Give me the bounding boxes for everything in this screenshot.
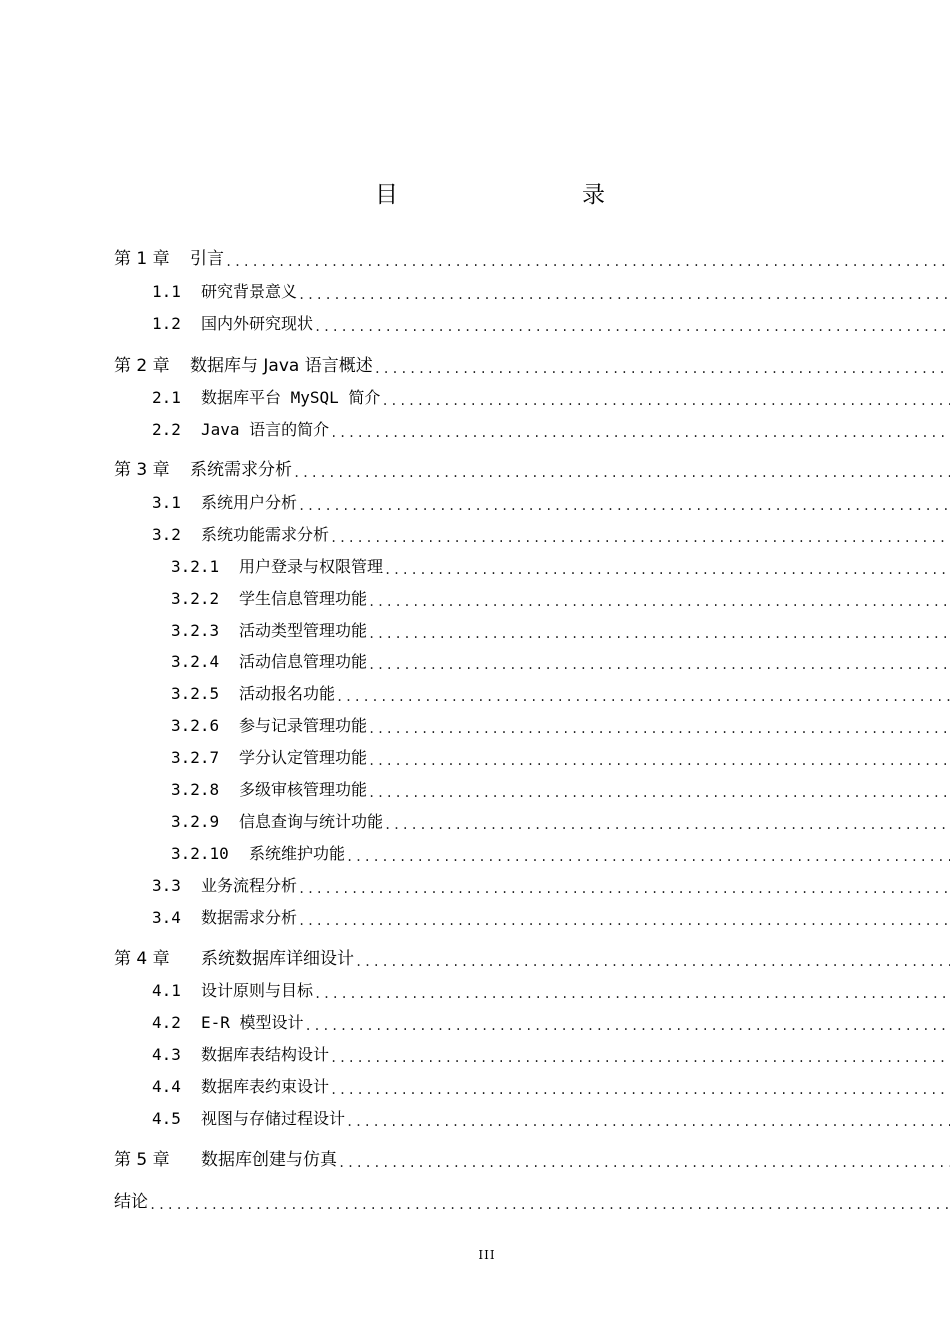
- toc-entry-conclusion[interactable]: [114, 1189, 950, 1215]
- dot-leader: [367, 655, 950, 675]
- toc-entry-label: 学分认定管理功能: [239, 748, 368, 767]
- dot-leader: [345, 847, 950, 867]
- toc-entry-section-4-4[interactable]: [152, 1074, 950, 1100]
- toc-entry-label: 国内外研究现状: [201, 314, 314, 333]
- dot-leader: [329, 1080, 950, 1100]
- dot-leader: [304, 1016, 950, 1036]
- toc-entry-chapter-3[interactable]: [114, 457, 950, 483]
- toc-entry-number: 3.2.2: [171, 589, 220, 608]
- toc-entry-number: 3.2.9: [171, 812, 220, 831]
- dot-leader: [313, 984, 950, 1004]
- toc-entry-section-2-1[interactable]: [152, 385, 950, 411]
- toc-entry-number: 4.5: [152, 1109, 181, 1128]
- toc-entry-subsection-3-2-1[interactable]: [171, 554, 950, 580]
- toc-entry-section-1-2[interactable]: [152, 311, 950, 337]
- toc-entry-number: 4.1: [152, 981, 181, 1000]
- toc-entry-label: 研究背景意义: [201, 282, 298, 301]
- toc-entry-number: 3.2.3: [171, 621, 220, 640]
- dot-leader: [383, 815, 950, 835]
- dot-leader: [313, 317, 950, 337]
- dot-leader: [335, 687, 950, 707]
- toc-entry-label: 系统用户分析: [201, 493, 298, 512]
- toc-entry-chapter-2[interactable]: [114, 353, 950, 379]
- toc-entry-number: 1.2: [152, 314, 181, 333]
- toc-entry-number: 4.3: [152, 1045, 181, 1064]
- toc-entry-subsection-3-2-7[interactable]: [171, 745, 950, 771]
- toc-entry-label: 数据库表结构设计: [201, 1045, 330, 1064]
- dot-leader: [297, 879, 950, 899]
- dot-leader: [367, 751, 950, 771]
- dot-leader: [329, 528, 950, 548]
- dot-leader: [297, 285, 950, 305]
- dot-leader: [329, 423, 950, 443]
- toc-entry-label: 学生信息管理功能: [239, 589, 368, 608]
- dot-leader: [367, 719, 950, 739]
- toc-entry-subsection-3-2-4[interactable]: [171, 649, 950, 675]
- toc-entry-chapter-4[interactable]: [114, 946, 950, 972]
- toc-entry-section-2-2[interactable]: [152, 417, 950, 443]
- toc-entry-label: 数据库创建与仿真: [201, 1150, 337, 1170]
- dot-leader: [329, 1048, 950, 1068]
- page-title: 目 录: [375, 182, 651, 208]
- dot-leader: [345, 1112, 950, 1132]
- dot-leader: [337, 1153, 950, 1173]
- toc-entry-label: 用户登录与权限管理: [239, 557, 384, 576]
- toc-entry-number: 3.2.7: [171, 748, 220, 767]
- toc-entry-label: 参与记录管理功能: [239, 716, 368, 735]
- toc-entry-number: 第 3 章: [114, 460, 170, 480]
- toc-entry-label: 活动信息管理功能: [239, 652, 368, 671]
- toc-entry-number: 第 1 章: [114, 249, 170, 269]
- toc-entry-subsection-3-2-6[interactable]: [171, 713, 950, 739]
- toc-entry-label: E-R 模型设计: [201, 1013, 304, 1032]
- toc-entry-number: 3.2: [152, 525, 181, 544]
- toc-entry-number: 第 2 章: [114, 356, 170, 376]
- toc-entry-number: 3.2.5: [171, 684, 220, 703]
- page-number: III: [478, 1248, 496, 1262]
- dot-leader: [297, 911, 950, 931]
- toc-entry-subsection-3-2-2[interactable]: [171, 586, 950, 612]
- toc-entry-number: 4.4: [152, 1077, 181, 1096]
- toc-entry-section-3-3[interactable]: [152, 873, 950, 899]
- toc-entry-number: 3.2.10: [171, 844, 229, 863]
- toc-entry-label: 结论: [114, 1192, 148, 1212]
- toc-entry-number: 1.1: [152, 282, 181, 301]
- toc-entry-section-3-4[interactable]: [152, 905, 950, 931]
- dot-leader: [292, 463, 950, 483]
- toc-entry-subsection-3-2-10[interactable]: [171, 841, 950, 867]
- toc-entry-section-3-1[interactable]: [152, 490, 950, 516]
- toc-entry-subsection-3-2-3[interactable]: [171, 618, 950, 644]
- toc-entry-number: 3.4: [152, 908, 181, 927]
- toc-entry-label: 信息查询与统计功能: [239, 812, 384, 831]
- dot-leader: [224, 252, 950, 272]
- dot-leader: [367, 592, 950, 612]
- toc-entry-label: 数据库表约束设计: [201, 1077, 330, 1096]
- toc-entry-label: 活动报名功能: [239, 684, 336, 703]
- toc-entry-label: 视图与存储过程设计: [201, 1109, 346, 1128]
- toc-entry-chapter-1[interactable]: [114, 246, 950, 272]
- dot-leader: [297, 496, 950, 516]
- dot-leader: [380, 391, 950, 411]
- toc-entry-subsection-3-2-8[interactable]: [171, 777, 950, 803]
- dot-leader: [383, 560, 950, 580]
- toc-entry-number: 4.2: [152, 1013, 181, 1032]
- toc-entry-label: 数据库平台 MySQL 简介: [201, 388, 381, 407]
- toc-entry-section-3-2[interactable]: [152, 522, 950, 548]
- toc-entry-label: Java 语言的简介: [201, 420, 330, 439]
- toc-entry-number: 2.2: [152, 420, 181, 439]
- toc-entry-label: 活动类型管理功能: [239, 621, 368, 640]
- toc-entry-number: 第 4 章: [114, 949, 170, 969]
- toc-entry-section-1-1[interactable]: [152, 279, 950, 305]
- toc-entry-label: 系统维护功能: [249, 844, 346, 863]
- toc-entry-number: 2.1: [152, 388, 181, 407]
- toc-entry-section-4-5[interactable]: [152, 1106, 950, 1132]
- toc-entry-number: 3.2.8: [171, 780, 220, 799]
- toc-entry-label: 系统需求分析: [190, 460, 292, 480]
- dot-leader: [367, 624, 950, 644]
- toc-entry-label: 数据库与 Java 语言概述: [190, 356, 373, 376]
- toc-entry-subsection-3-2-5[interactable]: [171, 681, 950, 707]
- toc-entry-label: 设计原则与目标: [201, 981, 314, 1000]
- dot-leader: [373, 359, 950, 379]
- toc-entry-chapter-5[interactable]: [114, 1147, 950, 1173]
- toc-entry-section-4-2[interactable]: [152, 1010, 950, 1036]
- toc-entry-number: 3.3: [152, 876, 181, 895]
- toc-entry-number: 第 5 章: [114, 1150, 170, 1170]
- toc-entry-label: 引言: [190, 249, 224, 269]
- toc-entry-label: 数据需求分析: [201, 908, 298, 927]
- toc-entry-label: 业务流程分析: [201, 876, 298, 895]
- toc-entry-number: 3.2.6: [171, 716, 220, 735]
- dot-leader: [367, 783, 950, 803]
- toc-entry-number: 3.2.1: [171, 557, 220, 576]
- toc-entry-number: 3.1: [152, 493, 181, 512]
- toc-entry-number: 3.2.4: [171, 652, 220, 671]
- toc-entry-label: 多级审核管理功能: [239, 780, 368, 799]
- toc-entry-label: 系统功能需求分析: [201, 525, 330, 544]
- dot-leader: [354, 952, 950, 972]
- toc-entry-section-4-1[interactable]: [152, 978, 950, 1004]
- dot-leader: [148, 1195, 950, 1215]
- toc-entry-subsection-3-2-9[interactable]: [171, 809, 950, 835]
- toc-entry-label: 系统数据库详细设计: [201, 949, 354, 969]
- toc-entry-section-4-3[interactable]: [152, 1042, 950, 1068]
